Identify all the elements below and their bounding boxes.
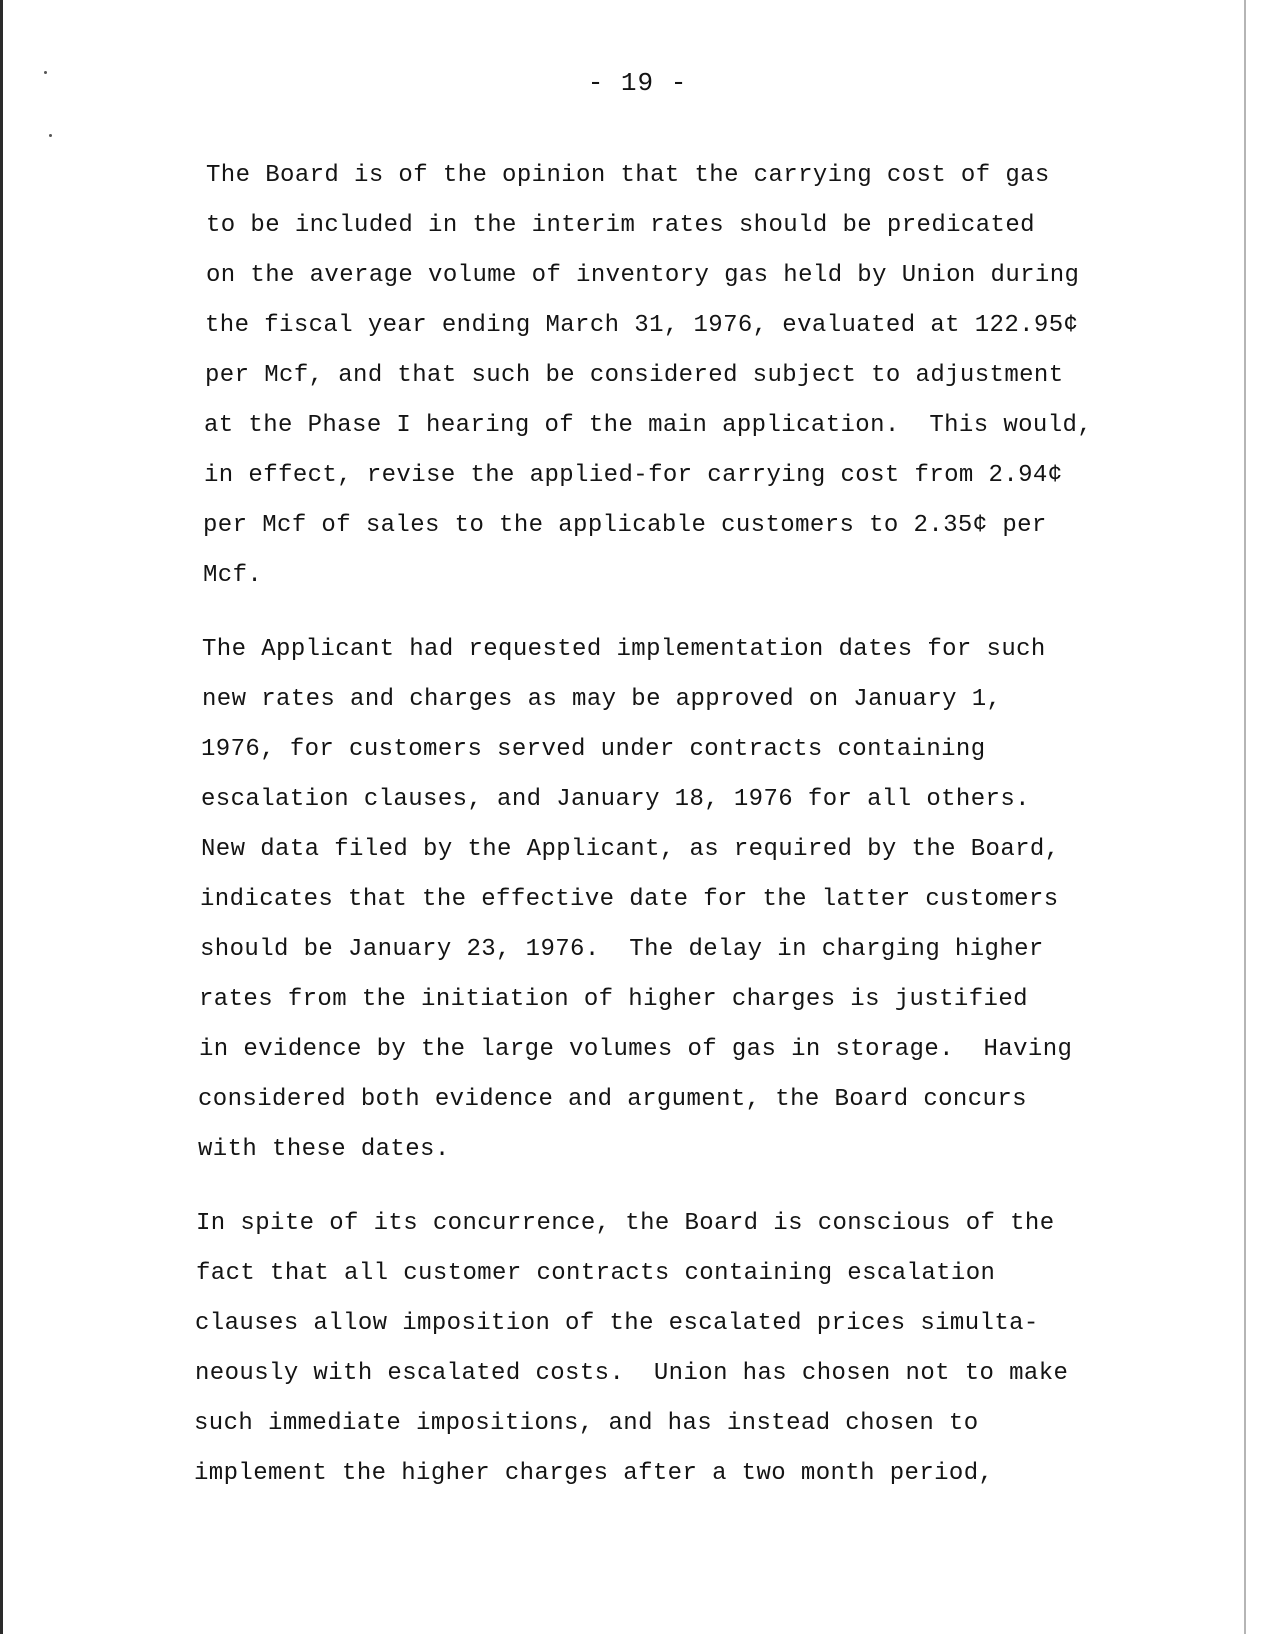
paragraph-2-line: new rates and charges as may be approved on January 1, bbox=[202, 686, 1002, 713]
paragraph-2-line: should be January 23, 1976. The delay in charging higher bbox=[200, 936, 1044, 963]
page-number: - 19 - bbox=[587, 68, 688, 98]
paragraph-2-line: rates from the initiation of higher charges is justified bbox=[199, 986, 1028, 1013]
paragraph-3-line: In spite of its concurrence, the Board is conscious of the bbox=[196, 1210, 1055, 1237]
paragraph-1-line: per Mcf of sales to the applicable customers to 2.35¢ per bbox=[203, 512, 1047, 539]
paragraph-3-line: implement the higher charges after a two month period, bbox=[194, 1460, 994, 1487]
scan-edge-left bbox=[0, 0, 3, 1634]
paragraph-1-line: at the Phase I hearing of the main application. This would, bbox=[204, 412, 1093, 439]
paragraph-1-line: the fiscal year ending March 31, 1976, evaluated at 122.95¢ bbox=[205, 312, 1079, 339]
paragraph-2-line: indicates that the effective date for the latter customers bbox=[200, 886, 1059, 913]
paragraph-3-line: clauses allow imposition of the escalated prices simulta- bbox=[195, 1310, 1039, 1337]
scan-speck bbox=[49, 134, 52, 137]
paragraph-2-line: New data filed by the Applicant, as required by the Board, bbox=[201, 836, 1060, 863]
paragraph-2-line: with these dates. bbox=[198, 1136, 450, 1163]
paragraph-1-line: in effect, revise the applied-for carrying cost from 2.94¢ bbox=[204, 462, 1063, 489]
paragraph-2-line: in evidence by the large volumes of gas in storage. Having bbox=[199, 1036, 1073, 1063]
paragraph-1-line: per Mcf, and that such be considered subject to adjustment bbox=[205, 362, 1064, 389]
paragraph-3-line: neously with escalated costs. Union has chosen not to make bbox=[195, 1360, 1069, 1387]
paragraph-2-line: escalation clauses, and January 18, 1976 for all others. bbox=[201, 786, 1030, 813]
paragraph-3-line: fact that all customer contracts containing escalation bbox=[196, 1260, 996, 1287]
paragraph-2-line: The Applicant had requested implementation dates for such bbox=[202, 636, 1046, 663]
paragraph-1-line: The Board is of the opinion that the carrying cost of gas bbox=[206, 162, 1050, 189]
paragraph-1-line: on the average volume of inventory gas held by Union during bbox=[206, 262, 1080, 289]
paragraph-2-line: 1976, for customers served under contracts containing bbox=[201, 736, 986, 763]
paragraph-2-line: considered both evidence and argument, the Board concurs bbox=[198, 1086, 1027, 1113]
scan-edge-right bbox=[1244, 0, 1246, 1634]
paragraph-3-line: such immediate impositions, and has instead chosen to bbox=[194, 1410, 979, 1437]
paragraph-1-line: Mcf. bbox=[203, 562, 263, 589]
paragraph-1-line: to be included in the interim rates should be predicated bbox=[206, 212, 1035, 239]
